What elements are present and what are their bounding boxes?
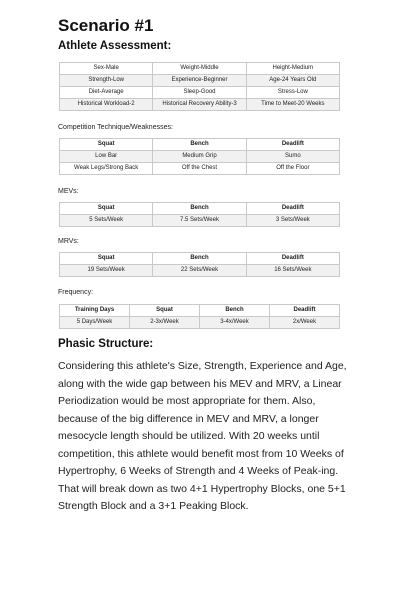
table-cell: 16 Sets/Week	[246, 265, 339, 277]
column-header: Deadlift	[246, 203, 339, 215]
table-row	[60, 87, 340, 99]
column-header: Squat	[60, 203, 153, 215]
column-header: Bench	[153, 203, 246, 215]
table-cell: Time to Meet-20 Weeks	[246, 99, 339, 111]
table-cell: Sex-Male	[60, 63, 153, 75]
column-header: Bench	[200, 305, 270, 317]
technique-table	[59, 138, 340, 175]
technique-label: Competition Technique/Weaknesses:	[58, 124, 173, 131]
column-header: Bench	[153, 253, 246, 265]
table-cell: Strength-Low	[60, 75, 153, 87]
table-cell: 5 Sets/Week	[60, 215, 153, 227]
phasic-structure-heading: Phasic Structure:	[58, 338, 154, 350]
column-header: Squat	[60, 139, 153, 151]
mevs-table	[59, 202, 340, 227]
table-header-row	[60, 139, 340, 151]
phasic-structure-paragraph: Considering this athlete's Size, Strength, Experience and Age, along with the wide gap between his MEV and MRV, a Linear Periodization would be most appropriate for them. Also, because of the big difference in MEV and MRV, a longer mesocycle length should be utilized. With 20 weeks until competition, this athlete would benefit most from 10 Weeks of Hypertrophy, 6 Weeks of Strength and 4 Weeks of Peak-ing. That will break down as two 4+1 Hypertrophy Blocks, one 5+1 Strength Block and a 3+1 Peaking Block.	[58, 360, 347, 512]
table-cell: 3-4x/Week	[200, 317, 270, 329]
table-cell: Stress-Low	[246, 87, 339, 99]
mevs-label: MEVs:	[58, 188, 79, 195]
table-row	[60, 317, 340, 329]
table-header-row	[60, 253, 340, 265]
table-cell: Historical Recovery Ability-3	[153, 99, 246, 111]
table-cell: Height-Medium	[246, 63, 339, 75]
table-cell: 22 Sets/Week	[153, 265, 246, 277]
table-cell: 2-3x/Week	[130, 317, 200, 329]
athlete-assessment-heading: Athlete Assessment:	[58, 40, 172, 52]
column-header: Deadlift	[246, 253, 339, 265]
column-header: Training Days	[60, 305, 130, 317]
table-cell: 3 Sets/Week	[246, 215, 339, 227]
athlete-assessment-table	[59, 62, 340, 111]
mrvs-label: MRVs:	[58, 238, 79, 245]
table-cell: Off the Chest	[153, 163, 246, 175]
column-header: Deadlift	[246, 139, 339, 151]
table-row	[60, 63, 340, 75]
table-cell: Historical Workload-2	[60, 99, 153, 111]
mrvs-table	[59, 252, 340, 277]
table-row	[60, 163, 340, 175]
table-cell: Experience-Beginner	[153, 75, 246, 87]
table-cell: Sumo	[246, 151, 339, 163]
table-row	[60, 75, 340, 87]
table-row	[60, 151, 340, 163]
column-header: Squat	[60, 253, 153, 265]
table-cell: Weak Legs/Strong Back	[60, 163, 153, 175]
table-cell: Age-24 Years Old	[246, 75, 339, 87]
frequency-table	[59, 304, 340, 329]
table-cell: Weight-Middle	[153, 63, 246, 75]
table-row	[60, 99, 340, 111]
table-row	[60, 265, 340, 277]
table-cell: 5 Days/Week	[60, 317, 130, 329]
table-header-row	[60, 305, 340, 317]
table-cell: Off the Floor	[246, 163, 339, 175]
table-cell: 2x/Week	[270, 317, 340, 329]
table-header-row	[60, 203, 340, 215]
table-cell: 7.5 Sets/Week	[153, 215, 246, 227]
column-header: Deadlift	[270, 305, 340, 317]
table-cell: Medium Grip	[153, 151, 246, 163]
column-header: Bench	[153, 139, 246, 151]
frequency-label: Frequency:	[58, 289, 94, 296]
table-cell: Diet-Average	[60, 87, 153, 99]
table-cell: 19 Sets/Week	[60, 265, 153, 277]
table-row	[60, 215, 340, 227]
table-cell: Sleep-Good	[153, 87, 246, 99]
scenario-title: Scenario #1	[58, 16, 154, 35]
column-header: Squat	[130, 305, 200, 317]
table-cell: Low Bar	[60, 151, 153, 163]
